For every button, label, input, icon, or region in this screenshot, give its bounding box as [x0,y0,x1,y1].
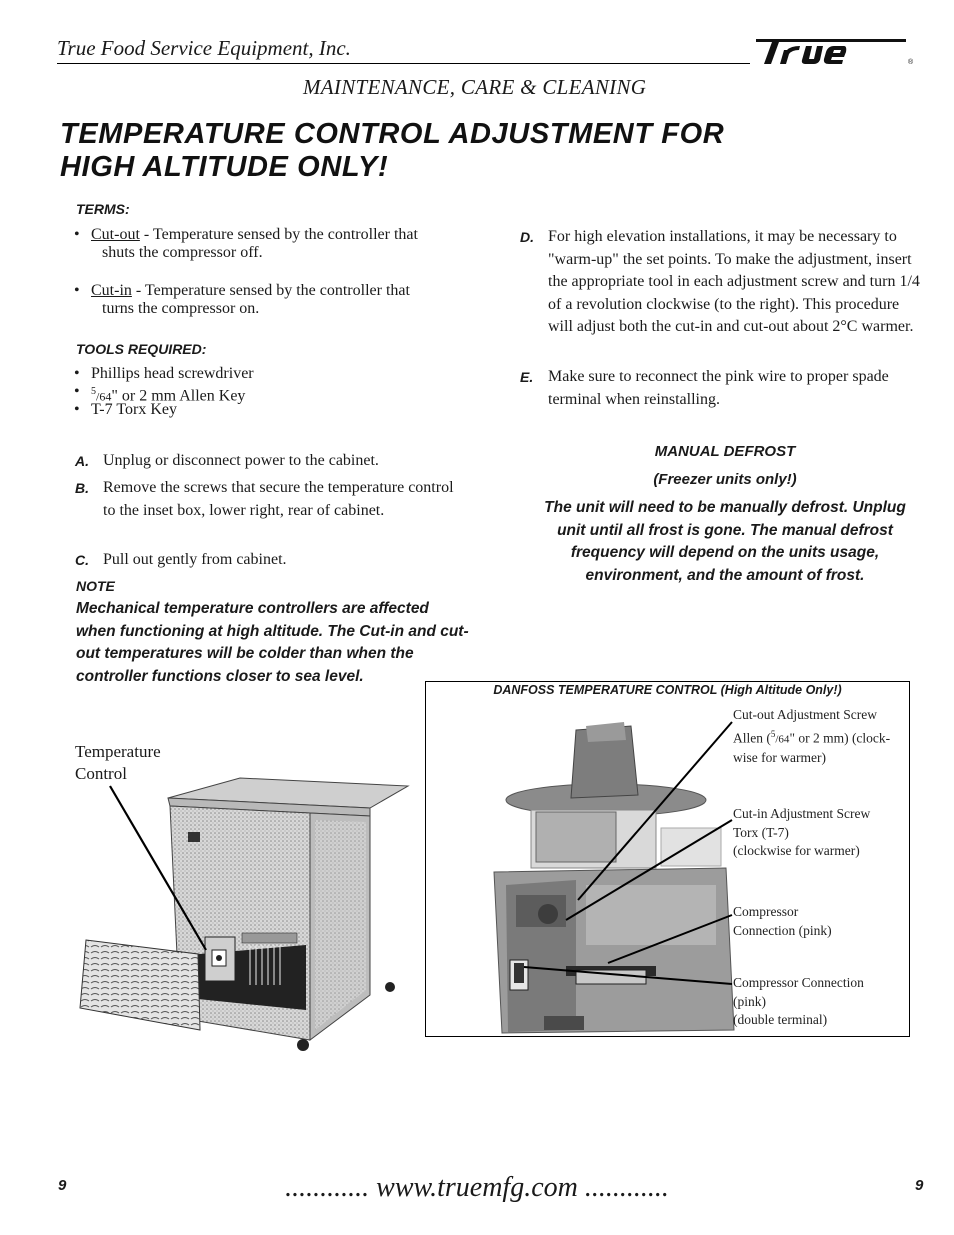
tool-item: • $^5$/64" or 2 mm Allen Key [74,383,246,405]
term-cutin: Cut-in [91,282,132,299]
term-cutout: Cut-out [91,226,140,243]
danfoss-figure-title: DANFOSS TEMPERATURE CONTROL (High Altitude Only!) [493,683,842,697]
page-number-right: 9 [915,1177,924,1194]
note-body: Mechanical temperature controllers are affected when functioning at high altitude. The Cut-in and cut-out temperatures will be colder than when the controller functions closer to sea level. [76,600,469,685]
true-logo [754,30,919,70]
tools-heading: TOOLS REQUIRED: [76,341,207,357]
tool-item: • Phillips head screwdriver [74,365,254,382]
registered-mark: ® [908,59,914,66]
step-d: D. For high elevation installations, it may be necessary to "warm-up" the set points. To make the adjustment, insert the appropriate tool in each adjustment screw and turn 1/4 of a revolution clockwise (to the right). This procedure will adjust both the cut-in and cut-out about 2°C warmer. [520,228,920,335]
step-e: E. Make sure to reconnect the pink wire to proper spade terminal when reinstalling. [520,368,889,408]
temperature-control-label: Temperature Control [75,742,161,783]
term-item-cutout: • Cut-out - Temperature sensed by the controller that shuts the compressor off. [74,226,418,261]
header-rule [57,63,750,64]
tool-item: • T-7 Torx Key [74,401,177,418]
callout-compressor-connection: Compressor Connection (pink) [733,904,832,938]
manual-defrost-subheading: (Freezer units only!) [653,471,797,488]
callout-compressor-double-terminal: Compressor Connection (pink) (double terminal) [733,975,864,1027]
cabinet-illustration [70,740,410,1060]
callout-cutin-screw: Cut-in Adjustment Screw Torx (T-7) (clockwise for warmer) [733,806,871,858]
title-line-1: TEMPERATURE CONTROL ADJUSTMENT FOR [60,118,725,150]
page-title [60,118,910,184]
terms-heading: TERMS: [76,201,130,217]
section-title: MAINTENANCE, CARE & CLEANING [303,75,647,99]
footer-url: ............ www.truemfg.com ............ [285,1172,669,1203]
company-name: True Food Service Equipment, Inc. [57,36,351,60]
step-a: A. Unplug or disconnect power to the cabinet. [75,452,379,469]
title-line-2: HIGH ALTITUDE ONLY! [60,151,389,183]
step-c: C. Pull out gently from cabinet. [75,551,287,568]
manual-defrost-heading: MANUAL DEFROST [654,443,796,460]
callout-cutout-screw: Cut-out Adjustment Screw Allen ($^5$/64" or 2 mm) (clock- wise for warmer) [733,707,891,765]
page-number-left: 9 [58,1177,67,1194]
manual-defrost-body: The unit will need to be manually defrost. Unplug unit until all frost is gone. The manual defrost frequency will depend on the units usage, environment, and the amount of frost. [544,499,906,584]
note-heading: NOTE [76,578,115,594]
term-item-cutin: • Cut-in - Temperature sensed by the controller that turns the compressor on. [74,282,410,317]
step-b: B. Remove the screws that secure the temperature control to the inset box, lower right, rear of cabinet. [75,479,454,519]
